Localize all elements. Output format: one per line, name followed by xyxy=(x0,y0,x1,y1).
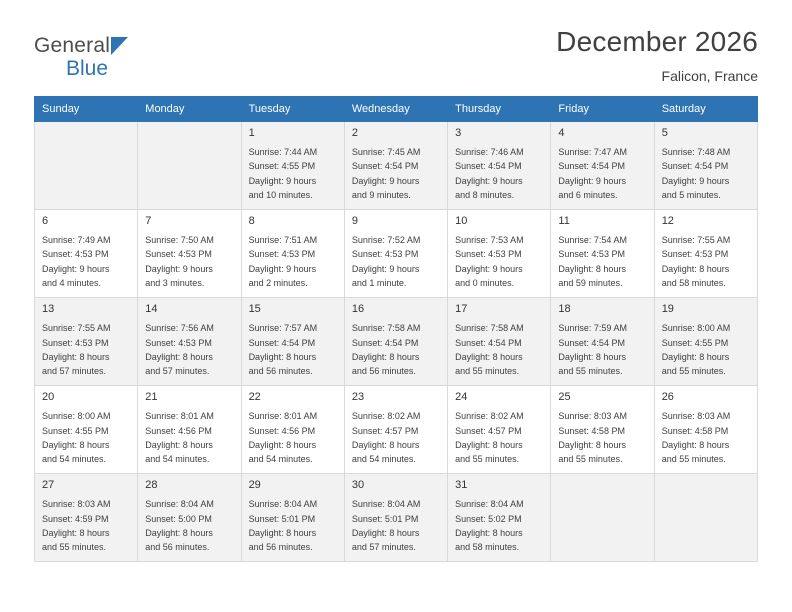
sun-info-line: and 5 minutes. xyxy=(661,189,721,200)
sun-info xyxy=(455,497,543,554)
sun-info xyxy=(249,321,337,378)
sun-info-line: and 56 minutes. xyxy=(351,365,416,376)
sun-info-line: Sunrise: 8:04 AM xyxy=(248,499,318,510)
calendar-day-cell[interactable] xyxy=(241,122,344,210)
sun-info-line: and 56 minutes. xyxy=(248,365,313,376)
sun-info-line: Sunrise: 8:03 AM xyxy=(42,499,111,510)
sun-info-line: and 56 minutes. xyxy=(248,542,313,553)
sun-info xyxy=(249,497,337,554)
sun-info-line: and 54 minutes. xyxy=(351,454,416,465)
weekday-header-monday: Monday xyxy=(138,97,241,122)
sun-info-line: Sunrise: 7:50 AM xyxy=(145,235,214,246)
sun-info-line: and 55 minutes. xyxy=(455,454,520,465)
sun-info-line: Daylight: 9 hours xyxy=(558,175,626,186)
sun-info-line: Sunrise: 7:46 AM xyxy=(455,147,524,158)
sun-info-line: Sunset: 4:57 PM xyxy=(351,425,419,436)
calendar-day-cell[interactable] xyxy=(654,298,757,386)
sun-info-line: Daylight: 9 hours xyxy=(248,175,317,186)
sun-info-line: Daylight: 8 hours xyxy=(42,527,110,538)
weekday-header-sunday: Sunday xyxy=(35,97,138,122)
sun-info-line: Sunset: 4:54 PM xyxy=(455,337,522,348)
sun-info xyxy=(352,497,440,554)
day-number: 21 xyxy=(145,391,158,404)
sun-info-line: Sunset: 4:53 PM xyxy=(145,337,212,348)
sun-info-line: and 3 minutes. xyxy=(145,277,205,288)
sun-info-line: and 55 minutes. xyxy=(558,454,623,465)
calendar-week-row xyxy=(35,298,758,386)
sun-info xyxy=(249,233,337,290)
sun-info-line: Daylight: 9 hours xyxy=(661,175,730,186)
calendar-day-cell[interactable] xyxy=(35,210,138,298)
day-number: 10 xyxy=(455,215,468,228)
calendar-day-cell[interactable] xyxy=(138,386,241,474)
day-number: 3 xyxy=(455,127,462,139)
sun-info-line: Sunset: 4:53 PM xyxy=(558,249,625,260)
calendar-day-cell[interactable] xyxy=(448,386,551,474)
calendar-day-cell[interactable] xyxy=(448,210,551,298)
calendar-day-cell[interactable] xyxy=(344,298,447,386)
sun-info-line: Sunrise: 8:03 AM xyxy=(661,411,731,422)
calendar-body xyxy=(35,122,758,562)
sun-info xyxy=(352,409,440,466)
sun-info-line: Sunrise: 7:54 AM xyxy=(558,235,627,246)
weekday-header-saturday: Saturday xyxy=(654,97,757,122)
calendar-table xyxy=(34,96,758,562)
title-block xyxy=(556,26,758,84)
brand-logo xyxy=(34,26,128,79)
sun-info-line: Daylight: 8 hours xyxy=(42,439,110,450)
sun-info-line: Sunset: 4:55 PM xyxy=(248,161,316,172)
calendar-week-row xyxy=(35,210,758,298)
day-number: 17 xyxy=(455,303,468,316)
sun-info-line: and 2 minutes. xyxy=(248,277,308,288)
sun-info-line: and 59 minutes. xyxy=(558,277,623,288)
page-header xyxy=(0,0,792,96)
calendar-day-cell[interactable] xyxy=(138,474,241,562)
calendar-day-cell[interactable] xyxy=(551,298,654,386)
day-number: 20 xyxy=(42,391,55,404)
sun-info xyxy=(145,321,233,378)
sun-info-line: Sunset: 4:54 PM xyxy=(661,161,729,172)
sun-info xyxy=(662,321,750,378)
sun-info xyxy=(662,145,750,202)
calendar-day-cell[interactable] xyxy=(654,386,757,474)
calendar-day-cell[interactable] xyxy=(35,474,138,562)
calendar-day-cell[interactable] xyxy=(551,210,654,298)
page-title: December 2026 xyxy=(556,26,758,57)
sun-info xyxy=(455,233,543,290)
sun-info-line: Daylight: 8 hours xyxy=(455,527,523,538)
sun-info-line: Sunset: 4:54 PM xyxy=(248,337,316,348)
sun-info xyxy=(249,145,337,202)
sun-info-line: Daylight: 8 hours xyxy=(455,439,523,450)
sun-info-line: Sunrise: 8:04 AM xyxy=(351,499,421,510)
calendar-day-cell[interactable] xyxy=(344,122,447,210)
sun-info-line: Sunrise: 7:51 AM xyxy=(248,235,318,246)
calendar-day-cell[interactable] xyxy=(241,210,344,298)
calendar-day-cell[interactable] xyxy=(654,122,757,210)
sun-info-line: and 57 minutes. xyxy=(42,365,107,376)
calendar-cell-empty xyxy=(138,122,241,210)
weekday-header-thursday: Thursday xyxy=(448,97,551,122)
sun-info-line: Sunset: 4:54 PM xyxy=(558,337,625,348)
sun-info xyxy=(249,409,337,466)
sun-info-line: and 0 minutes. xyxy=(455,277,515,288)
sun-info-line: and 56 minutes. xyxy=(145,542,210,553)
sun-info-line: Sunset: 4:53 PM xyxy=(145,249,212,260)
calendar-week-row xyxy=(35,474,758,562)
sun-info-line: and 8 minutes. xyxy=(455,189,515,200)
sun-info-line: and 9 minutes. xyxy=(351,189,411,200)
calendar-day-cell[interactable] xyxy=(448,474,551,562)
calendar-day-cell[interactable] xyxy=(35,386,138,474)
sun-info-line: Sunset: 5:00 PM xyxy=(145,513,212,524)
sun-info-line: Daylight: 8 hours xyxy=(351,351,420,362)
sun-info-line: Sunset: 4:55 PM xyxy=(661,337,729,348)
sun-info-line: Sunrise: 7:57 AM xyxy=(248,323,318,334)
sun-info xyxy=(662,233,750,290)
sun-info-line: Daylight: 8 hours xyxy=(248,527,317,538)
sun-info-line: Sunrise: 7:44 AM xyxy=(248,147,318,158)
calendar-day-cell[interactable] xyxy=(344,474,447,562)
sun-info-line: Sunrise: 8:01 AM xyxy=(248,411,318,422)
day-number: 16 xyxy=(351,303,365,316)
sun-info-line: Sunrise: 8:04 AM xyxy=(145,499,214,510)
sun-info-line: and 58 minutes. xyxy=(661,277,726,288)
sun-info-line: Sunset: 4:54 PM xyxy=(455,161,522,172)
triangle-logo-icon xyxy=(111,37,128,55)
sun-info-line: Daylight: 9 hours xyxy=(248,263,317,274)
sun-info-line: Sunset: 4:53 PM xyxy=(42,337,109,348)
day-number: 8 xyxy=(248,215,255,228)
sun-info-line: and 55 minutes. xyxy=(661,454,726,465)
sun-info-line: Sunset: 5:01 PM xyxy=(248,513,316,524)
calendar-day-cell[interactable] xyxy=(344,386,447,474)
calendar-week-row xyxy=(35,386,758,474)
day-number: 14 xyxy=(145,303,158,316)
sun-info-line: and 55 minutes. xyxy=(661,365,726,376)
sun-info-line: Sunset: 4:56 PM xyxy=(248,425,316,436)
sun-info-line: Daylight: 8 hours xyxy=(351,527,420,538)
sun-info-line: Sunset: 4:53 PM xyxy=(455,249,522,260)
sun-info-line: Daylight: 9 hours xyxy=(42,263,110,274)
sun-info-line: Sunset: 4:54 PM xyxy=(558,161,625,172)
sun-info-line: Sunset: 4:56 PM xyxy=(145,425,212,436)
day-number: 28 xyxy=(145,479,158,492)
sun-info-line: Sunset: 4:53 PM xyxy=(351,249,419,260)
sun-info-line: Sunset: 4:53 PM xyxy=(661,249,729,260)
sun-info xyxy=(558,145,646,202)
day-number: 13 xyxy=(42,303,55,316)
sun-info-line: Daylight: 8 hours xyxy=(558,439,626,450)
sun-info-line: Sunset: 5:01 PM xyxy=(351,513,419,524)
day-number: 12 xyxy=(661,215,674,228)
calendar-cell-empty xyxy=(35,122,138,210)
calendar-day-cell[interactable] xyxy=(35,298,138,386)
day-number: 1 xyxy=(248,127,255,139)
calendar-day-cell[interactable] xyxy=(241,386,344,474)
calendar-day-cell[interactable] xyxy=(448,122,551,210)
day-number: 9 xyxy=(351,215,358,228)
sun-info-line: Sunset: 4:53 PM xyxy=(42,249,109,260)
calendar-day-cell[interactable] xyxy=(551,122,654,210)
sun-info-line: and 55 minutes. xyxy=(455,365,520,376)
day-number: 19 xyxy=(661,303,674,316)
sun-info-line: Sunset: 5:02 PM xyxy=(455,513,522,524)
sun-info-line: and 54 minutes. xyxy=(248,454,313,465)
sun-info-line: Daylight: 9 hours xyxy=(351,175,420,186)
calendar-day-cell[interactable] xyxy=(448,298,551,386)
day-number: 2 xyxy=(351,127,358,139)
weekday-header-tuesday: Tuesday xyxy=(241,97,344,122)
sun-info xyxy=(42,409,130,466)
sun-info-line: Sunset: 4:53 PM xyxy=(248,249,316,260)
sun-info-line: Sunrise: 7:58 AM xyxy=(455,323,524,334)
day-number: 24 xyxy=(455,391,468,404)
sun-info-line: Sunset: 4:54 PM xyxy=(351,161,419,172)
sun-info-line: Daylight: 8 hours xyxy=(351,439,420,450)
sun-info xyxy=(558,233,646,290)
sun-info-line: Sunrise: 7:56 AM xyxy=(145,323,214,334)
sun-info xyxy=(455,409,543,466)
calendar-day-cell[interactable] xyxy=(654,210,757,298)
calendar-cell-empty xyxy=(551,474,654,562)
sun-info-line: Daylight: 8 hours xyxy=(661,439,730,450)
sun-info-line: Sunrise: 7:55 AM xyxy=(661,235,731,246)
sun-info-line: Sunrise: 8:02 AM xyxy=(351,411,421,422)
calendar-day-cell[interactable] xyxy=(138,298,241,386)
sun-info-line: Sunset: 4:54 PM xyxy=(351,337,419,348)
sun-info-line: and 57 minutes. xyxy=(145,365,210,376)
calendar-day-cell[interactable] xyxy=(138,210,241,298)
sun-info-line: Daylight: 8 hours xyxy=(661,263,730,274)
sun-info-line: Sunrise: 8:01 AM xyxy=(145,411,214,422)
day-number: 27 xyxy=(42,479,55,492)
sun-info xyxy=(455,145,543,202)
weekday-header-row xyxy=(35,97,758,122)
day-number: 6 xyxy=(42,215,49,228)
day-number: 30 xyxy=(351,479,365,492)
sun-info xyxy=(352,145,440,202)
sun-info xyxy=(145,497,233,554)
sun-info-line: Sunrise: 7:59 AM xyxy=(558,323,627,334)
sun-info xyxy=(145,233,233,290)
sun-info-line: Daylight: 8 hours xyxy=(145,439,213,450)
day-number: 15 xyxy=(248,303,261,316)
sun-info-line: Sunrise: 8:04 AM xyxy=(455,499,524,510)
sun-info-line: Sunrise: 7:53 AM xyxy=(455,235,524,246)
sun-info-line: Daylight: 8 hours xyxy=(558,351,626,362)
day-number: 22 xyxy=(248,391,261,404)
sun-info-line: Daylight: 9 hours xyxy=(455,175,523,186)
calendar-day-cell[interactable] xyxy=(551,386,654,474)
day-number: 7 xyxy=(145,215,152,228)
sun-info xyxy=(42,233,130,290)
day-number: 31 xyxy=(455,479,468,492)
sun-info xyxy=(145,409,233,466)
sun-info-line: Sunset: 4:58 PM xyxy=(661,425,729,436)
sun-info-line: Daylight: 8 hours xyxy=(661,351,730,362)
sun-info xyxy=(558,409,646,466)
sun-info-line: Daylight: 8 hours xyxy=(455,351,523,362)
sun-info-line: Daylight: 8 hours xyxy=(145,351,213,362)
day-number: 25 xyxy=(558,391,571,404)
sun-info-line: Sunset: 4:57 PM xyxy=(455,425,522,436)
sun-info-line: Sunrise: 7:49 AM xyxy=(42,235,111,246)
sun-info-line: Sunrise: 7:55 AM xyxy=(42,323,111,334)
brand-name-blue: Blue xyxy=(66,57,109,80)
sun-info-line: Sunrise: 8:03 AM xyxy=(558,411,627,422)
calendar-cell-empty xyxy=(654,474,757,562)
sun-info-line: Daylight: 8 hours xyxy=(145,527,213,538)
sun-info-line: Sunset: 4:55 PM xyxy=(42,425,109,436)
sun-info-line: and 6 minutes. xyxy=(558,189,618,200)
sun-info xyxy=(42,321,130,378)
sun-info-line: and 54 minutes. xyxy=(42,454,107,465)
sun-info-line: Sunset: 4:58 PM xyxy=(558,425,625,436)
sun-info-line: and 10 minutes. xyxy=(248,189,313,200)
sun-info-line: Sunrise: 7:48 AM xyxy=(661,147,731,158)
sun-info-line: Sunrise: 7:47 AM xyxy=(558,147,627,158)
sun-info-line: Sunrise: 7:58 AM xyxy=(351,323,421,334)
sun-info-line: Daylight: 9 hours xyxy=(455,263,523,274)
sun-info xyxy=(455,321,543,378)
calendar-day-cell[interactable] xyxy=(344,210,447,298)
weekday-header-friday: Friday xyxy=(551,97,654,122)
sun-info-line: and 4 minutes. xyxy=(42,277,102,288)
calendar-week-row xyxy=(35,122,758,210)
sun-info-line: Daylight: 9 hours xyxy=(145,263,213,274)
day-number: 26 xyxy=(661,391,674,404)
sun-info-line: and 54 minutes. xyxy=(145,454,210,465)
sun-info xyxy=(662,409,750,466)
sun-info-line: Daylight: 8 hours xyxy=(42,351,110,362)
sun-info xyxy=(352,321,440,378)
day-number: 29 xyxy=(248,479,261,492)
sun-info xyxy=(558,321,646,378)
sun-info-line: and 58 minutes. xyxy=(455,542,520,553)
sun-info-line: Daylight: 8 hours xyxy=(248,439,317,450)
location-label: Falicon, France xyxy=(661,68,758,84)
sun-info-line: Sunrise: 7:52 AM xyxy=(351,235,421,246)
sun-info-line: Daylight: 9 hours xyxy=(351,263,420,274)
day-number: 4 xyxy=(558,127,565,139)
sun-info xyxy=(42,497,130,554)
sun-info-line: Daylight: 8 hours xyxy=(558,263,626,274)
sun-info-line: and 55 minutes. xyxy=(558,365,623,376)
sun-info xyxy=(352,233,440,290)
sun-info-line: and 57 minutes. xyxy=(351,542,416,553)
sun-info-line: Sunrise: 8:00 AM xyxy=(42,411,111,422)
day-number: 23 xyxy=(351,391,365,404)
calendar-day-cell[interactable] xyxy=(241,474,344,562)
sun-info-line: and 1 minute. xyxy=(351,277,407,288)
sun-info-line: Sunrise: 8:02 AM xyxy=(455,411,524,422)
day-number: 18 xyxy=(558,303,571,316)
brand-name-general: General xyxy=(34,34,111,57)
sun-info-line: and 55 minutes. xyxy=(42,542,107,553)
sun-info-line: Sunrise: 8:00 AM xyxy=(661,323,731,334)
calendar-day-cell[interactable] xyxy=(241,298,344,386)
sun-info-line: Daylight: 8 hours xyxy=(248,351,317,362)
weekday-header-wednesday: Wednesday xyxy=(344,97,447,122)
day-number: 11 xyxy=(558,215,570,228)
sun-info-line: Sunrise: 7:45 AM xyxy=(351,147,421,158)
day-number: 5 xyxy=(661,127,668,139)
sun-info-line: Sunset: 4:59 PM xyxy=(42,513,109,524)
